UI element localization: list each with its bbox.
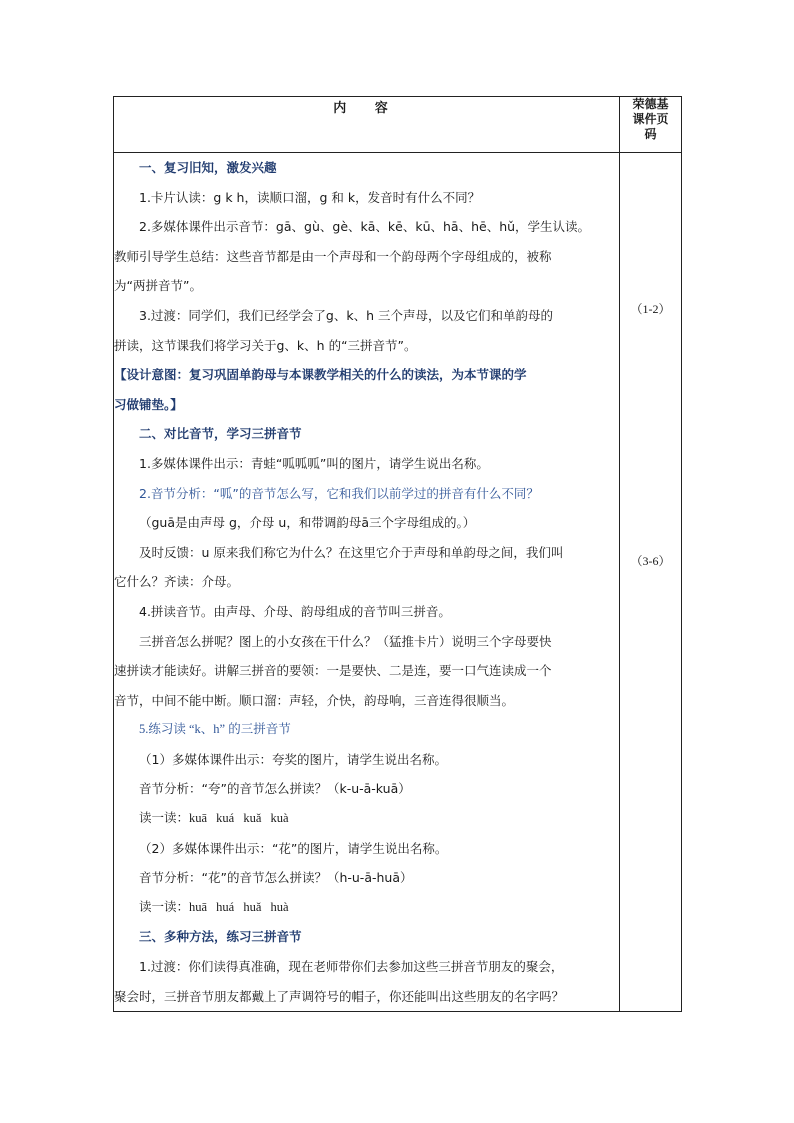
text-line: 5.练习读 “k、h” 的三拼音节 <box>139 722 291 737</box>
text-line: 1.卡片认读：g k h，读顺口溜，g 和 k，发音时有什么不同？ <box>139 189 481 205</box>
text-line: 读一读：kuā kuá kuǎ kuà <box>139 811 289 826</box>
content-header: 内 容 <box>114 97 620 153</box>
text-line: 3.过渡：同学们，我们已经学会了g、k、h 三个声母，以及它们和单韵母的 <box>139 307 553 323</box>
text-line: 音节分析：“花”的音节怎么拼读？（h-u-ā-huā） <box>139 870 413 886</box>
design-intent-line: 【设计意图：复习巩固单韵母与本课教学相关的什么的读法，为本节课的学 <box>114 367 527 383</box>
page-ref-1-2: （1-2） <box>630 302 671 316</box>
page-header-line: 课件页 <box>632 112 669 126</box>
page-header-line: 码 <box>644 127 657 141</box>
text-line: 三拼音怎么拼呢？图上的小女孩在干什么？（猛推卡片）说明三个字母要快 <box>139 633 552 649</box>
page-number-cell <box>620 153 682 1012</box>
page-header-line: 荣德基 <box>632 97 669 111</box>
text-line: （1）多媒体课件出示：夸奖的图片，请学生说出名称。 <box>139 751 447 767</box>
content-cell <box>114 153 620 1012</box>
text-line: 音节，中间不能中断。顺口溜：声轻，介快，韵母响，三音连得很顺当。 <box>114 692 515 708</box>
header-row <box>114 97 682 153</box>
text-line: （2）多媒体课件出示：“花”的图片，请学生说出名称。 <box>139 840 448 856</box>
text-line: 它什么？齐读：介母。 <box>114 574 240 590</box>
text-line: 拼读，这节课我们将学习关于g、k、h 的“三拼音节”。 <box>114 337 417 353</box>
text-line: 2.多媒体课件出示音节：gā、gù、gè、kā、kē、kū、hā、hē、hǔ，学生认读。 <box>139 219 591 235</box>
text-line: 读一读：huā huá huǎ huà <box>139 899 289 914</box>
text-line: 2.音节分析：“呱”的音节怎么写，它和我们以前学过的拼音有什么不同？ <box>139 485 539 501</box>
lesson-text <box>114 153 619 1011</box>
text-line: （guā是由声母 g，介母 u，和带调韵母ā三个字母组成的。） <box>139 515 476 531</box>
text-line: 1.多媒体课件出示：青蛙“呱呱呱”叫的图片，请学生说出名称。 <box>139 455 489 471</box>
section-heading: 二、对比音节，学习三拼音节 <box>139 426 302 442</box>
text-line: 为“两拼音节”。 <box>114 278 202 294</box>
text-line: 及时反馈：u 原来我们称它为什么？在这里它介于声母和单韵母之间，我们叫 <box>139 544 564 560</box>
section-heading: 一、复习旧知，激发兴趣 <box>139 160 277 175</box>
text-line: 音节分析：“夸”的音节怎么拼读？（k-u-ā-kuā） <box>139 781 411 797</box>
text-line: 聚会时，三拼音节朋友都戴上了声调符号的帽子，你还能叫出这些朋友的名字吗？ <box>114 988 565 1004</box>
text-line: 4.拼读音节。由声母、介母、韵母组成的音节叫三拼音。 <box>139 603 451 619</box>
text-line: 1.过渡：你们读得真准确，现在老师带你们去参加这些三拼音节朋友的聚会， <box>139 959 564 975</box>
page-number-header <box>620 97 682 153</box>
lesson-plan-table <box>113 96 682 1012</box>
text-line: 速拼读才能读好。讲解三拼音的要领：一是要快、二是连，要一口气连读成一个 <box>114 663 552 679</box>
body-row <box>114 153 682 1012</box>
text-line: 教师引导学生总结：这些音节都是由一个声母和一个韵母两个字母组成的，被称 <box>114 248 552 264</box>
page-ref-3-6: （3-6） <box>630 554 671 568</box>
section-heading: 三、多种方法，练习三拼音节 <box>139 929 302 945</box>
design-intent-line: 习做铺垫。】 <box>114 396 183 412</box>
